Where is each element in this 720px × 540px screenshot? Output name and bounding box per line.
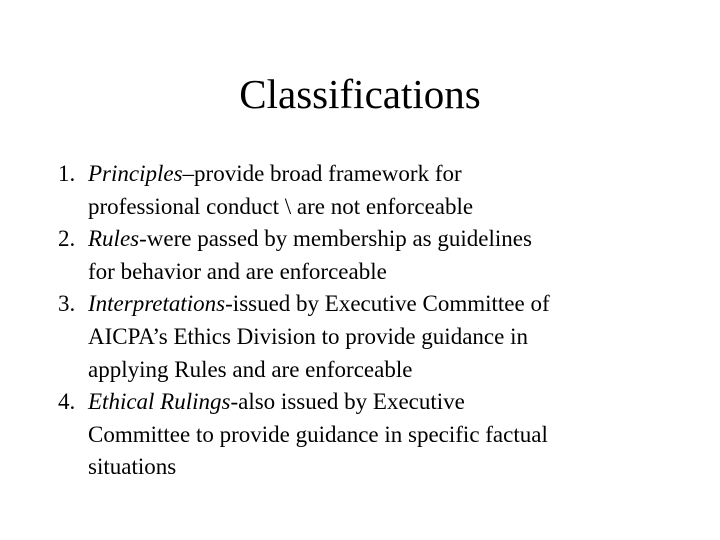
list-item-number: 2. <box>58 226 76 252</box>
list-item-number: 3. <box>58 291 76 317</box>
classification-list <box>58 158 698 484</box>
list-item-interpretations <box>58 288 698 386</box>
list-item-number: 4. <box>58 389 76 415</box>
list-item-term: Principles <box>88 161 183 186</box>
list-item-term: Interpretations <box>88 291 226 317</box>
list-item-number: 1. <box>58 161 76 186</box>
list-item-ethical-rulings <box>58 386 698 484</box>
list-item-principles <box>58 158 698 223</box>
list-item-term: Rules <box>88 226 140 252</box>
list-item-description: -were passed by membership as guidelines for behavior and are enforceable <box>88 226 532 284</box>
slide-title: Classifications <box>239 71 481 117</box>
list-item-description: -issued by Executive Committee of AICPA’s Ethics Division to provide guidance in applying Rules and are enforceable <box>88 291 550 382</box>
list-item-description: -also issued by Executive Committee to provide guidance in specific factual situations <box>88 389 548 480</box>
list-item-rules <box>58 223 698 288</box>
list-item-description: –provide broad framework for professional conduct \ are not enforceable <box>88 161 474 219</box>
list-item-term: Ethical Rulings <box>88 389 231 415</box>
